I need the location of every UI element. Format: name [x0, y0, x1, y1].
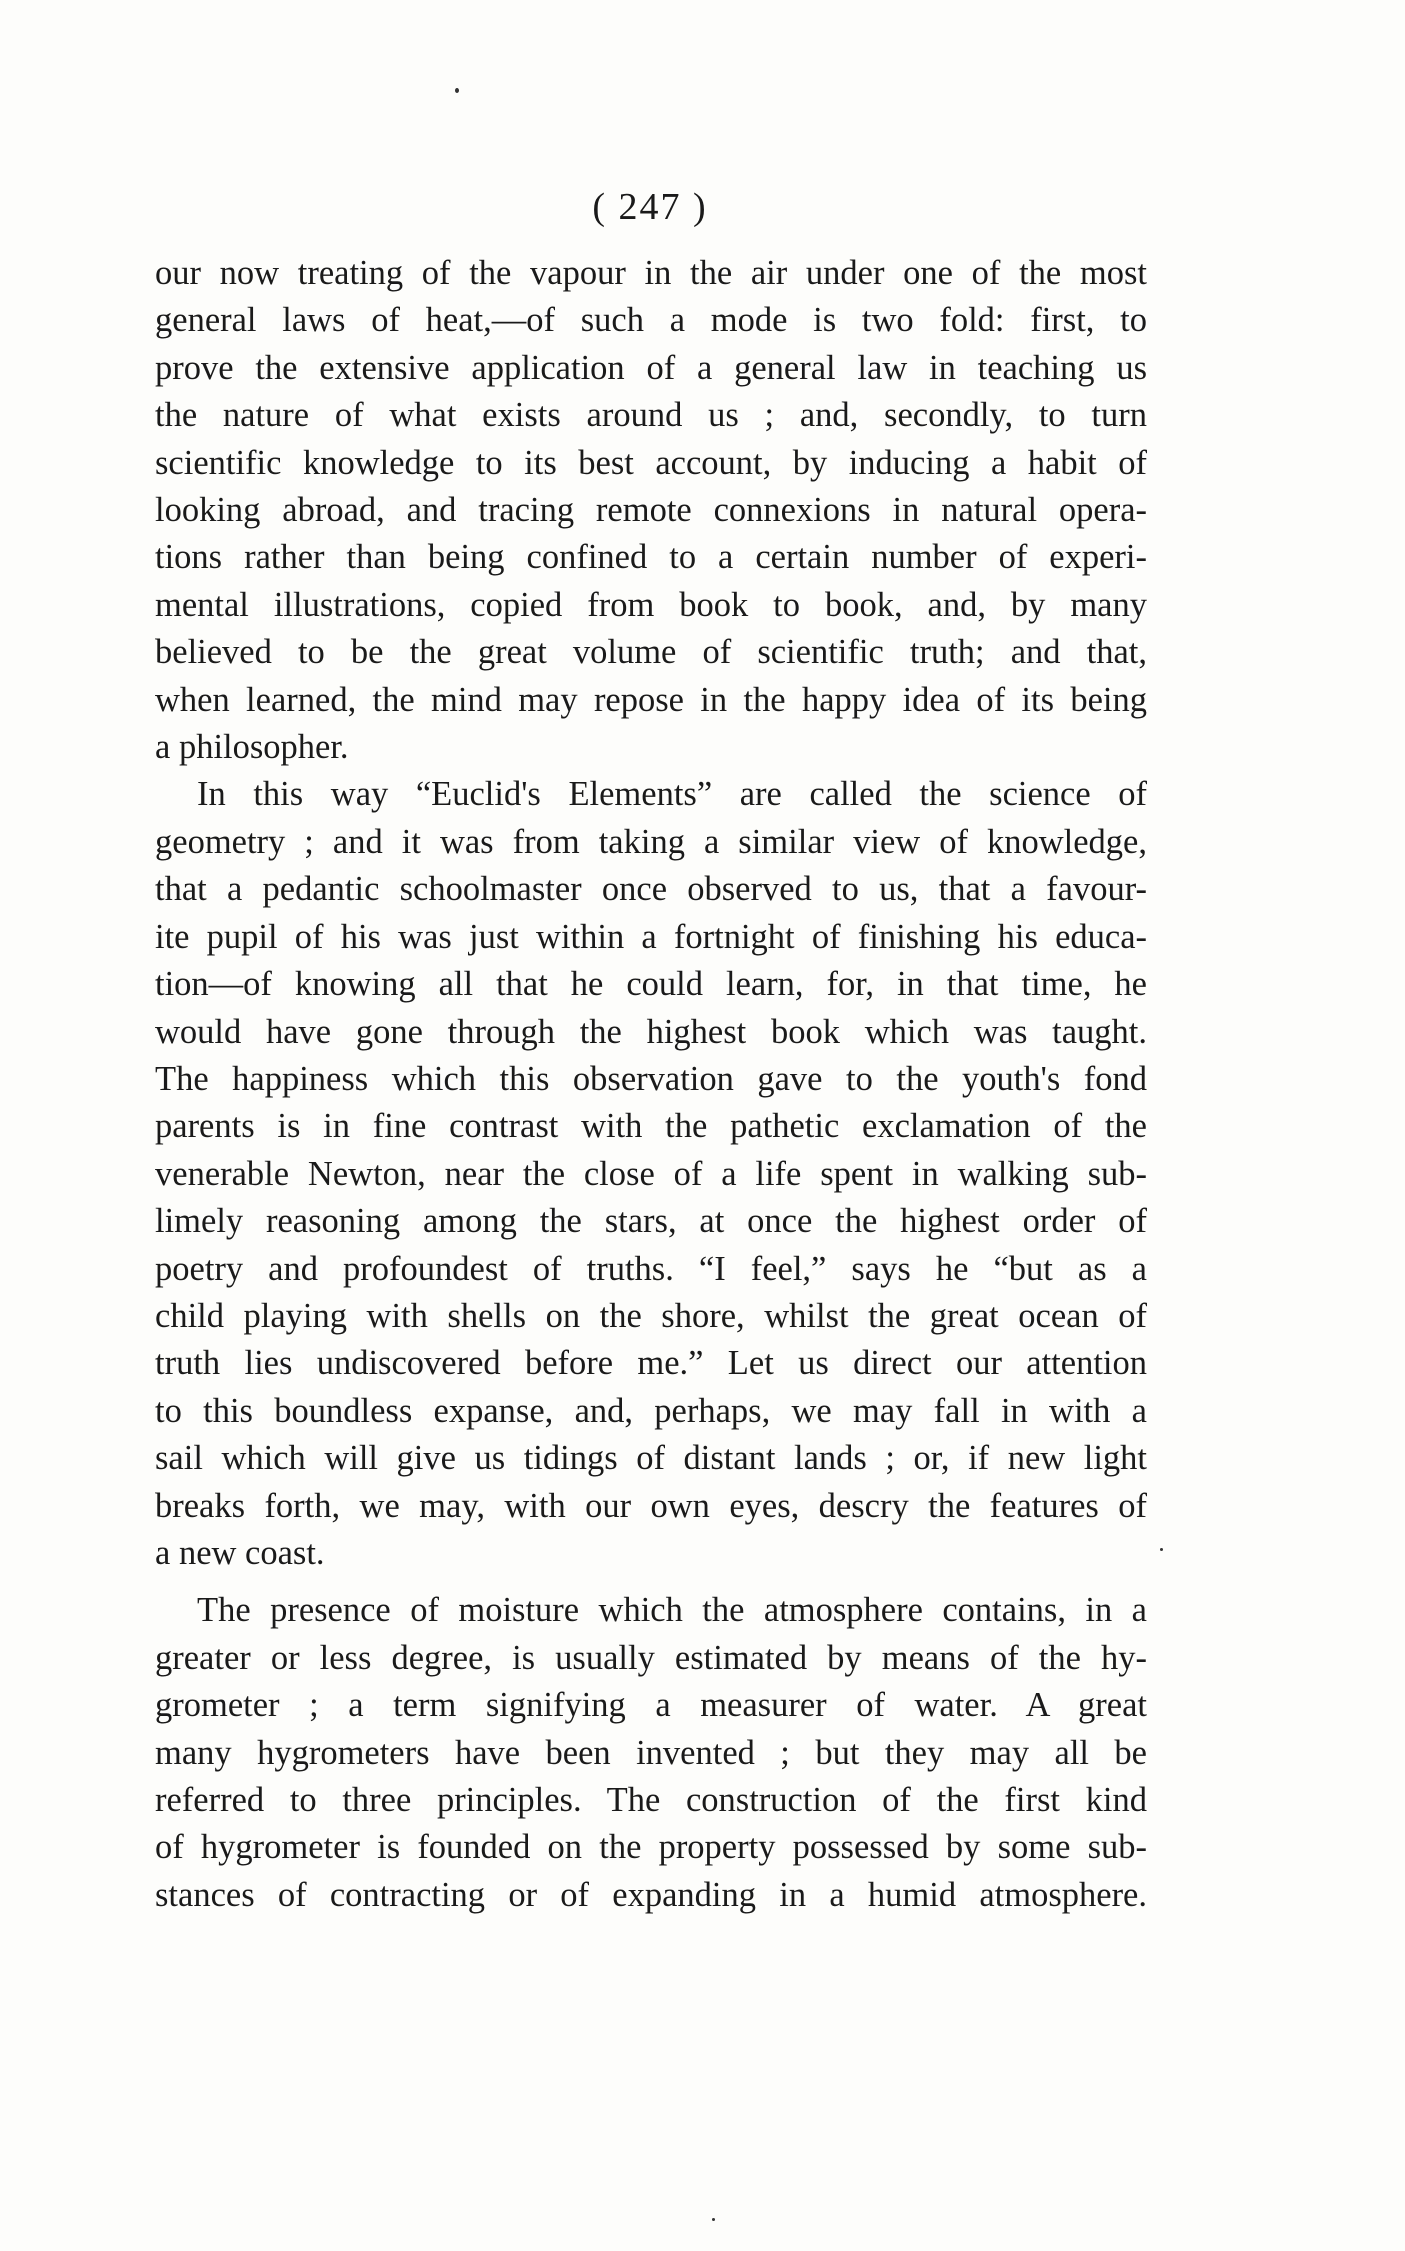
- text-line: prove the extensive application of a general law in teaching us: [155, 348, 1147, 387]
- text-line: a philosopher.: [155, 728, 349, 767]
- body-text: [155, 250, 1147, 1919]
- text-line: scientific knowledge to its best account, by inducing a habit of: [155, 443, 1147, 482]
- ink-speck: [455, 88, 459, 93]
- text-line: our now treating of the vapour in the air under one of the most: [155, 254, 1147, 292]
- text-line: would have gone through the highest book which was taught.: [155, 1012, 1147, 1051]
- text-line: believed to be the great volume of scientific truth; and that,: [155, 633, 1147, 672]
- text-line: poetry and profoundest of truths. “I feel,” says he “but as a: [155, 1249, 1147, 1288]
- text-line: general laws of heat,—of such a mode is two fold: first, to: [155, 301, 1147, 340]
- text-line: The happiness which this observation gave to the youth's fond: [155, 1059, 1147, 1098]
- text-line: many hygrometers have been invented ; but they may all be: [155, 1733, 1147, 1772]
- text-line: venerable Newton, near the close of a life spent in walking sub-: [155, 1154, 1147, 1193]
- text-line: ite pupil of his was just within a fortnight of finishing his educa-: [155, 917, 1147, 956]
- text-line: limely reasoning among the stars, at once the highest order of: [155, 1202, 1147, 1241]
- text-line: tion—of knowing all that he could learn, for, in that time, he: [155, 965, 1147, 1004]
- paragraph-gap: [155, 1577, 1147, 1587]
- text-line: a new coast.: [155, 1533, 325, 1572]
- paragraph-3: [155, 1587, 1147, 1919]
- text-line: child playing with shells on the shore, whilst the great ocean of: [155, 1296, 1147, 1335]
- text-line: tions rather than being confined to a certain number of experi-: [155, 538, 1147, 577]
- text-line: to this boundless expanse, and, perhaps, we may fall in with a: [155, 1391, 1147, 1430]
- text-line: looking abroad, and tracing remote connexions in natural opera-: [155, 491, 1147, 530]
- text-line: referred to three principles. The construction of the first kind: [155, 1781, 1147, 1819]
- text-line: when learned, the mind may repose in the happy idea of its being: [155, 680, 1147, 719]
- ink-speck: [712, 2218, 715, 2221]
- text-line: breaks forth, we may, with our own eyes, descry the features of: [155, 1486, 1147, 1525]
- paragraph-2: [155, 771, 1147, 1577]
- text-line: geometry ; and it was from taking a similar view of knowledge,: [155, 822, 1147, 861]
- paragraph-1: [155, 250, 1147, 771]
- page-number: ( 247 ): [592, 186, 708, 228]
- text-line: greater or less degree, is usually estimated by means of the hy-: [155, 1638, 1147, 1677]
- text-line: parents is in fine contrast with the pathetic exclamation of the: [155, 1107, 1147, 1146]
- text-line: stances of contracting or of expanding in a humid atmosphere.: [155, 1875, 1147, 1914]
- text-line: The presence of moisture which the atmosphere contains, in a: [197, 1591, 1147, 1630]
- text-line: of hygrometer is founded on the property possessed by some sub-: [155, 1828, 1147, 1867]
- text-line: In this way “Euclid's Elements” are called the science of: [197, 775, 1147, 814]
- ink-speck: [1160, 1548, 1163, 1551]
- text-line: that a pedantic schoolmaster once observed to us, that a favour-: [155, 870, 1147, 909]
- text-line: truth lies undiscovered before me.” Let us direct our attention: [155, 1344, 1147, 1383]
- text-line: mental illustrations, copied from book to book, and, by many: [155, 585, 1147, 624]
- text-line: the nature of what exists around us ; and, secondly, to turn: [155, 396, 1147, 435]
- text-line: sail which will give us tidings of distant lands ; or, if new light: [155, 1439, 1147, 1478]
- text-line: grometer ; a term signifying a measurer of water. A great: [155, 1686, 1147, 1725]
